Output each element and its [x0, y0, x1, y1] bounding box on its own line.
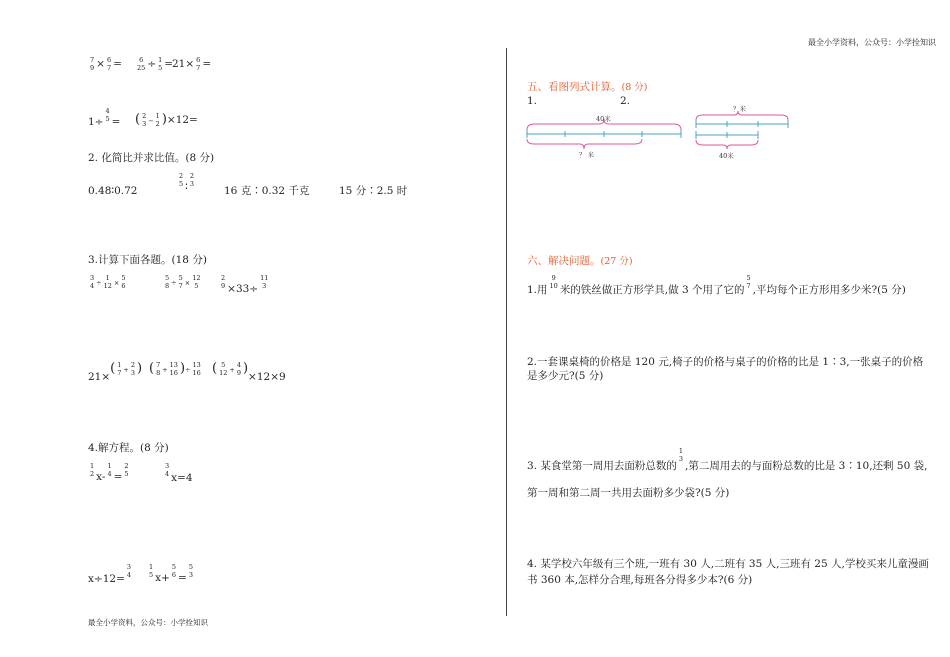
calc-3a: 3 4 ÷ 1 12 × 5 6 [90, 274, 126, 290]
fig-label-2: 2. [620, 95, 631, 107]
equation-2: 3 4 x=4 [165, 462, 193, 484]
fig1-bottom-label: ？ 米 [579, 151, 595, 159]
calc-3f: ( 5 12 + 4 9 )×12×9 [212, 361, 286, 383]
section5-heading [527, 80, 647, 95]
equation-3: x÷12= 3 4 [88, 563, 132, 585]
line-diagram-2 [693, 104, 793, 160]
ratio-item-1: 0.48∶0.72 [88, 185, 138, 197]
section6-score: (27 分) [600, 256, 633, 267]
section5-title: 五、看图列式计算。 [527, 81, 622, 93]
calc-2a: 1÷ 4 5 = [88, 107, 121, 128]
header-watermark: 最全小学资料，公众号：小学拴知识 [808, 38, 936, 47]
question-4-line1: 4. 某学校六年级有三个班,一班有 30 人,二班有 35 人,三班有 25 人,学校买来儿童漫画 [527, 558, 929, 570]
section5-score: (8 分) [621, 82, 648, 93]
question-2-line1: 2.一套课桌椅的价格是 120 元,椅子的价格与桌子的价格的比是 1∶3,一张桌子的价格 [527, 356, 924, 368]
ratio-item-4: 15 分∶2.5 时 [339, 185, 408, 197]
calc-1b: 6 25 ÷ 1 5 = [137, 56, 174, 72]
equation-4: 1 5 x+ 5 6 = 5 3 [149, 563, 193, 584]
ratio-item-2: 2 5 ∶ 2 3 [179, 172, 195, 193]
ratio-item-3: 16 克∶0.32 千克 [224, 185, 310, 197]
fig-label-1: 1. [527, 95, 538, 107]
calc-3e: ( 7 8 + 13 16 )÷ 13 16 [149, 361, 201, 377]
calc-3d: 21×( 1 7 + 2 3 ) [88, 361, 143, 383]
equation-1: 1 2 x- 1 4 = 2 5 [90, 462, 129, 483]
fig2-top-label: ？米 [733, 105, 746, 113]
calc-3c: 2 9 ×33÷ 11 3 [221, 274, 269, 295]
section4-title: 4.解方程。(8 分) [88, 442, 169, 454]
question-2-line2: 是多少元?(5 分) [527, 370, 604, 382]
calc-1c: 21× 6 7 = [172, 56, 212, 72]
section3-title: 3.计算下面各题。(18 分) [88, 254, 207, 266]
section6-title: 六、解决问题。 [527, 255, 601, 267]
section2-title: 2. 化简比并求比值。(8 分) [88, 152, 215, 164]
question-3-line2: 第一周和第二周一共用去面粉多少袋?(5 分) [527, 487, 730, 499]
calc-3b: 5 8 ÷ 5 7 × 12 5 [165, 274, 201, 290]
question-1: 1.用 9 10 米的铁丝做正方形学具,做 3 个用了它的 5 7 ,平均每个正方形用多少米?(5 分) [527, 274, 906, 296]
column-divider [506, 48, 507, 616]
fig2-bottom-label: 40米 [719, 152, 734, 160]
fig1-top-label: 40米 [596, 115, 611, 123]
line-diagram-1 [524, 112, 686, 162]
calc-2b: ( 2 3 − 1 2 )×12= [135, 112, 198, 128]
calc-1a: 7 9 × 6 7 = [90, 56, 122, 72]
question-3: 3. 某食堂第一周用去面粉总数的 1 3 ,第二周用去的与面粉总数的比是 3∶10,还剩 50 袋, [527, 447, 928, 472]
section6-heading [527, 254, 633, 269]
footer-watermark: 最全小学资料，公众号：小学拴知识 [88, 618, 208, 627]
question-4-line2: 书 360 本,怎样分合理,每班各分得多少本?(6 分) [527, 574, 753, 586]
